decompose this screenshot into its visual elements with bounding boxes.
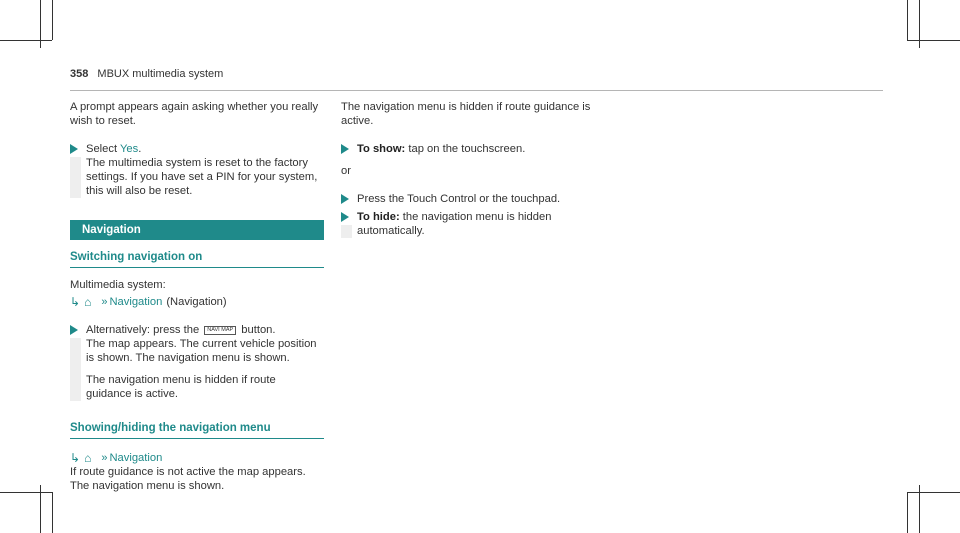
alt-detail-2: The navigation menu is hidden if route guidance is active. [86,374,276,400]
crop-mark [0,40,52,41]
to-hide-text: the navigation menu is hidden automatically. [357,211,552,237]
step-press [341,192,601,206]
menu-path [70,451,324,465]
crop-mark [907,0,908,40]
page-header [70,68,883,80]
header-title: MBUX multimedia system [97,68,224,80]
show-hide-detail: If route guidance is not active the map appears. The navigation menu is shown. [70,466,306,492]
menu-path [70,295,324,309]
page-number: 358 [70,68,89,80]
section-title-navigation: Navigation [70,220,324,240]
navi-map-button-icon: NAVI MAP [204,326,236,335]
step-select-yes [70,142,324,198]
step-detail: The multimedia system is reset to the factory settings. If you have set a PIN for your system, this will also be reset. [86,157,318,197]
hook-arrow-icon: ↳ [70,295,81,309]
sub-heading-switching-on: Switching navigation on [70,250,324,268]
step-to-show [341,142,601,156]
step-alternative [70,323,324,401]
navigation-menu-item[interactable]: Navigation [109,452,163,464]
triangle-step-icon [341,212,349,222]
double-chevron-icon: » [101,452,106,464]
step-bar [70,157,81,198]
triangle-step-icon [70,325,78,335]
to-hide-label: To hide: [357,211,400,223]
press-text: Press the Touch Control or the touchpad. [357,193,561,205]
or-text: or [341,165,351,177]
crop-mark [907,492,960,493]
crop-mark [52,492,53,533]
crop-mark [52,0,53,40]
triangle-step-icon [341,144,349,154]
step-prefix: Select [86,143,120,155]
step-bar [70,338,81,401]
right-column [341,100,601,238]
home-icon[interactable]: ⌂ [84,451,92,465]
crop-mark [0,492,52,493]
prompt-text: A prompt appears again asking whether you really wish to reset. [70,101,319,127]
triangle-step-icon [70,144,78,154]
alt-detail-1: The map appears. The current vehicle position is shown. The navigation menu is shown. [86,338,317,364]
step-to-hide [341,210,601,238]
hook-arrow-icon: ↳ [70,451,81,465]
navigation-suffix: (Navigation) [166,296,227,308]
to-show-text: tap on the touchscreen. [408,143,526,155]
alt-suffix: button. [241,324,276,336]
yes-option[interactable]: Yes [120,143,139,155]
multimedia-intro: Multimedia system: [70,279,166,291]
left-column [70,100,324,493]
sub-heading-show-hide: Showing/hiding the navigation menu [70,421,324,439]
navigation-menu-item[interactable]: Navigation [109,296,163,308]
crop-mark [907,40,960,41]
col2-intro: The navigation menu is hidden if route guidance is active. [341,101,591,127]
triangle-step-icon [341,194,349,204]
double-chevron-icon: » [101,296,106,308]
to-show-label: To show: [357,143,406,155]
step-suffix: . [138,143,142,155]
step-bar [341,225,352,238]
header-divider [70,90,883,91]
home-icon[interactable]: ⌂ [84,295,92,309]
crop-mark [907,492,908,533]
alt-prefix: Alternatively: press the [86,324,200,336]
